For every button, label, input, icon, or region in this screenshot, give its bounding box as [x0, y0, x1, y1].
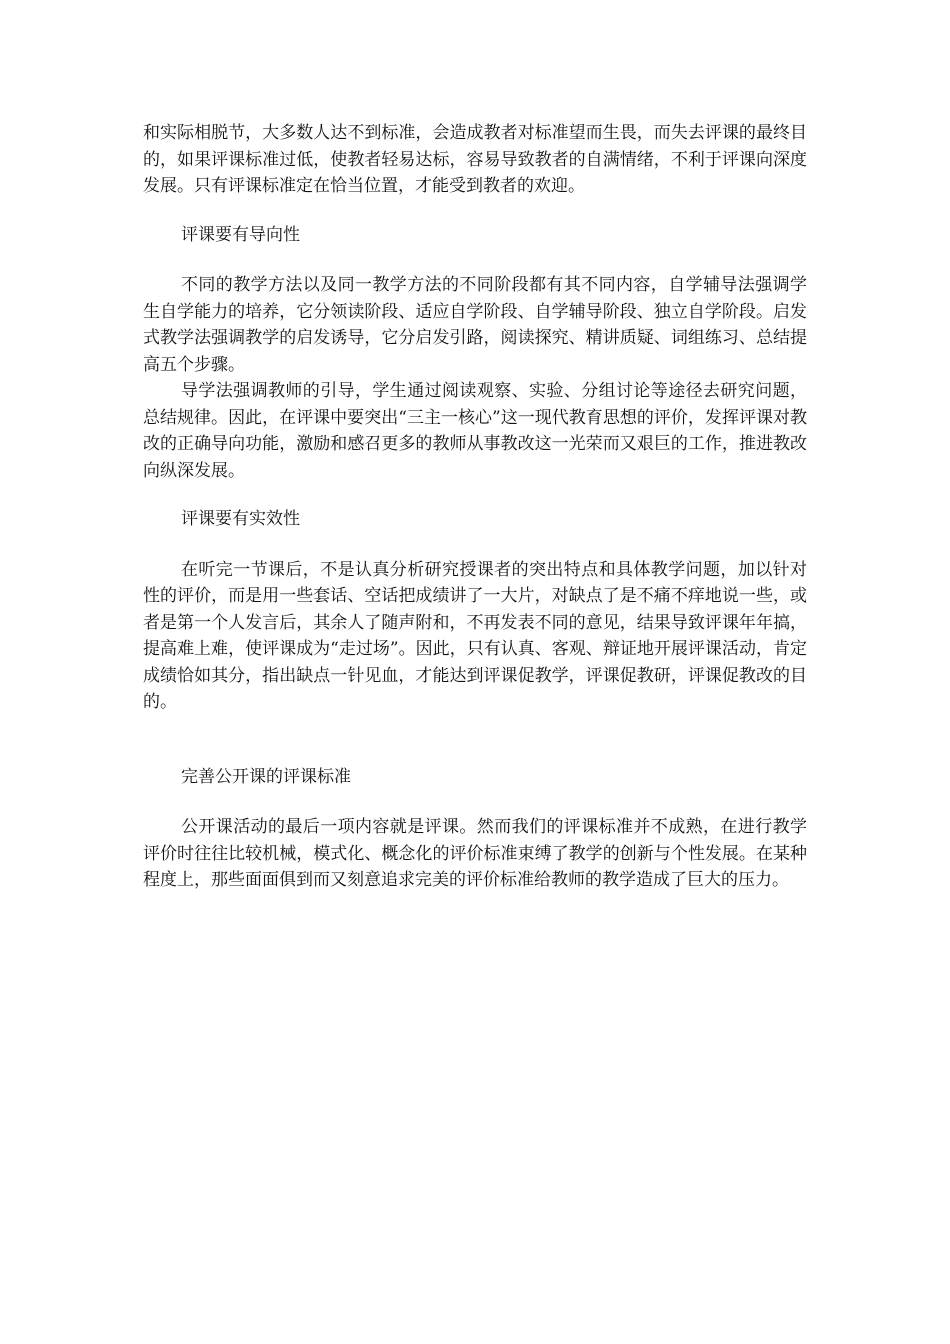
section-heading-standards: 完善公开课的评课标准: [181, 766, 351, 787]
section-heading-effectiveness: 评课要有实效性: [181, 509, 300, 529]
spacer: [143, 484, 807, 506]
spacer: [143, 716, 807, 764]
paragraph-guided-learning: 导学法强调教师的引导，学生通过阅读观察、实验、分组讨论等途径去研究问题，总结规律。因此，在评课中要突出“三主一核心”这一现代教育思想的评价，发挥评课对教改的正确导向功能，激励和感召更多的教师从事教改这一光荣而又艰巨的工作，推进教改向纵深发展。: [143, 381, 807, 481]
spacer: [143, 790, 807, 814]
paragraph-effectiveness: 在听完一节课后，不是认真分析研究授课者的突出特点和具体教学问题，加以针对性的评价，而是用一些套话、空话把成绩讲了一大片，对缺点了是不痛不痒地说一些，或者是第一个人发言后，其余人了随声附和，不再发表不同的意见，结果导致评课年年搞，提高难上难，使评课成为“走过场”。因此，只有认真、客观、辩证地开展评课活动，肯定成绩恰如其分，指出缺点一针见血，才能达到评课促教学，评课促教研，评课促教改的目的。: [143, 559, 807, 712]
spacer: [143, 533, 807, 557]
paragraph-teaching-methods: 不同的教学方法以及同一教学方法的不同阶段都有其不同内容，自学辅导法强调学生自学能力的培养，它分领读阶段、适应自学阶段、自学辅导阶段、独立自学阶段。启发式教学法强调教学的启发诱导，它分启发引路，阅读探究、精讲质疑、词组练习、总结提高五个步骤。: [143, 275, 807, 375]
paragraph-standards: 公开课活动的最后一项内容就是评课。然而我们的评课标准并不成熟，在进行教学评价时往往比较机械，模式化、概念化的评价标准束缚了教学的创新与个性发展。在某种程度上，那些面面俱到而又刻意追求完美的评价标准给教师的教学造成了巨大的压力。: [143, 817, 807, 890]
spacer: [143, 248, 807, 272]
document-page: [143, 120, 807, 894]
section-heading-guidance: 评课要有导向性: [181, 224, 300, 245]
paragraph-continuation: 和实际相脱节，大多数人达不到标准，会造成教者对标准望而生畏，而失去评课的最终目的，如果评课标准过低，使教者轻易达标，容易导致教者的自满情绪，不利于评课向深度发展。只有评课标准定在恰当位置，才能受到教者的欢迎。: [143, 123, 807, 196]
spacer: [143, 200, 807, 222]
